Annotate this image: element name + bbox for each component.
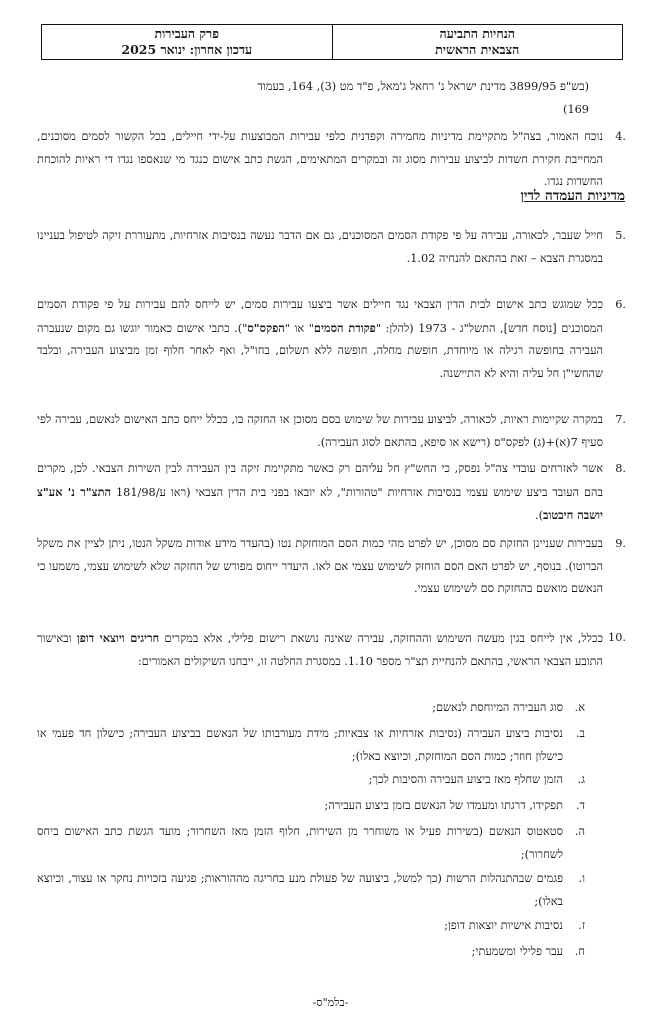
para-10-text-b: ובאישור התובע הצבאי הראשי, בהתאם להנחיית תצ"ר מספר 1.10. במסגרת החלטה זו, ייבחנו השיקולים האמורים: [37,632,603,668]
para-8-case-name: התצ"ר נ' אע"צ יושבה חיבטוב [37,484,603,522]
para-6-term-abbrev: הפקס"ס [247,320,285,335]
section-heading: מדיניות העמדה לדין [520,188,625,204]
para-6-term-drug-ordinance: פקודת הסמים [313,320,376,335]
header-org [332,25,623,59]
citation-line2: 169) [563,102,589,116]
header-org-line2: הצבאית הראשית [435,42,520,57]
para-10 [37,627,603,673]
consideration-label: ו. [578,872,585,885]
para-10-number: 10. [608,631,626,644]
para-4-number: 4. [615,130,626,143]
para-6-number: 6. [615,298,626,311]
para-6 [37,294,603,385]
para-6-text-b: " או " [284,321,314,335]
header-chapter-title: פרק העבירות [154,26,219,41]
para-9: בעבירות שעניינן החזקת סם מסוכן, יש לפרט מהי כמות הסם המוחזקת נטו (בהעדר מידע אודות משקל הנטו, ניתן לציין את משקל הברוטו). בנוסף, יש לפרט האם הסם הוחזק לשימוש עצמי אם לאו. היעדר ייחוס מפורש של החזקה שלא לשימוש עצמי, משמעו כי הנאשם מואשם בהחזקת סם לשימוש עצמי. [37,537,603,595]
consideration-label: ב. [575,727,585,740]
consideration-label: ד. [575,799,585,812]
header-org-line1: הנחיות התביעה [439,26,515,41]
citation [37,76,589,121]
para-8 [37,458,603,528]
consideration-label: ח. [574,945,585,958]
header-chapter [42,25,332,59]
para-10-exceptional: חריגים ויוצאי דופן [76,631,160,645]
consideration-item: עבר פלילי ומשמעתי; [471,945,563,958]
para-8-number: 8. [615,462,626,475]
consideration-item: נסיבות ביצוע העבירה (נסיבות אזרחיות או צבאיות; מידת מעורבותו של הנאשם בביצוע העבירה; כישלון חד פעמי או כישלון חוזר; כמות הסם המוחזקת, וכיוצא באלו); [37,727,563,763]
consideration-item: סוג העבירה המיוחסת לנאשם; [432,701,563,714]
consideration-item: הזמן שחלף מאז ביצוע העבירה והסיבות לכך; [368,773,563,786]
classification-footer: -בלמ"ס- [312,996,349,1009]
header-updated: עדכון אחרון: ינואר 2025 [121,42,253,57]
para-5: חייל שעבר, לכאורה, עבירה על פי פקודת הסמים המסוכנים, גם אם הדבר נעשה בנסיבות אזרחיות, מתעוררת זיקה לטיפול בעניינו במסגרת הצבא – זאת בהתאם להנחיה 1.02. [37,229,603,265]
consideration-label: ז. [578,919,585,932]
para-8-text-b: ). [535,509,544,522]
para-9-number: 9. [615,537,626,550]
para-10-text-a: ככלל, אין לייחס בגין מעשה השימוש וההחזקה, עבירה שאינה נושאת רישום פלילי, אלא במקרים [159,632,604,645]
para-6-text-a: ככל שמוגש כתב אישום לבית הדין הצבאי נגד חיילים אשר ביצעו עבירות סמים, יש לייחס להם עבירות על פי פקודת הסמים המסוכנים [נוסח חדש], התשל"ג - 1973 (להלן: " [37,298,603,335]
consideration-item: פגמים שבהתנהלות הרשות (כך למשל, ביצועה של פעולת מנע בחריגה מההוראות; פגיעה בזכויות נחקר או עצור, וכיוצא באלו); [37,872,563,908]
consideration-label: ה. [574,825,585,838]
header-table [41,24,623,60]
consideration-label: ג. [577,773,585,786]
para-6-text-c: "). כתבי אישום כאמור יוגשו גם מקום שנעברה העבירה בחופשה רגילה או מיוחדת, חופשת מחלה, חופשה ללא תשלום, בחו"ל, ואף לאחר חלוף זמן מביצוע העבירה, ובלבד שהחשי"ן חל עליה והיא לא התיישנה. [37,321,603,380]
consideration-item: תפקידו, דרגתו ומעמדו של הנאשם בזמן ביצוע העבירה; [324,799,563,812]
para-4: נוכח האמור, בצה"ל מתקיימת מדיניות מחמירה וקפדנית כלפי עבירות המבוצעות על-ידי חיילים, בכל הקשור לסמים מסוכנים, המחייבת חקירת חשדות לביצוע עבירות מסוג זה ובמקרים המתאימים, הגשת כתב אישום כנגד מי שנאספו נגדו די ראיות להוכחת החשדות נגדו. [37,130,603,188]
consideration-item: סטאטוס הנאשם (בשירות פעיל או משוחרר מן השירות, חלוף הזמן מאז השחרור; מועד הגשת כתב האישום ביחס לשחרור); [37,825,563,861]
para-7-number: 7. [615,413,626,426]
citation-line1: (בש"פ 3899/95 מדינת ישראל נ' רחאל ג'מאל, פ"ד מט (3), 164, בעמוד [257,80,589,93]
para-8-text-a: אשר לאזרחים עובדי צה"ל נפסק, כי החש"ץ חל עליהם רק כאשר מתקיימת זיקה בין העבירה לבין השירות הצבאי. לכן, מקרים בהם העובד ביצע שימוש עצמי בנסיבות אזרחיות "טהורות", לא יובאו בפני בית הדין הצבאי (ראו ע/181/98 [37,462,604,499]
consideration-item: נסיבות אישיות יוצאות דופן; [444,919,563,932]
consideration-label: א. [574,701,585,714]
para-7: במקרה שקיימות ראיות, לכאורה, לביצוע עבירות של שימוש בסם מסוכן או החזקה בו, ככלל ייחס כתב האישום לנאשם, עבירה לפי סעיף 7(א)+(ג) לפקס"ס (רישא או סיפא, בהתאם לסוג העבירה). [37,413,603,449]
para-5-number: 5. [615,229,626,242]
